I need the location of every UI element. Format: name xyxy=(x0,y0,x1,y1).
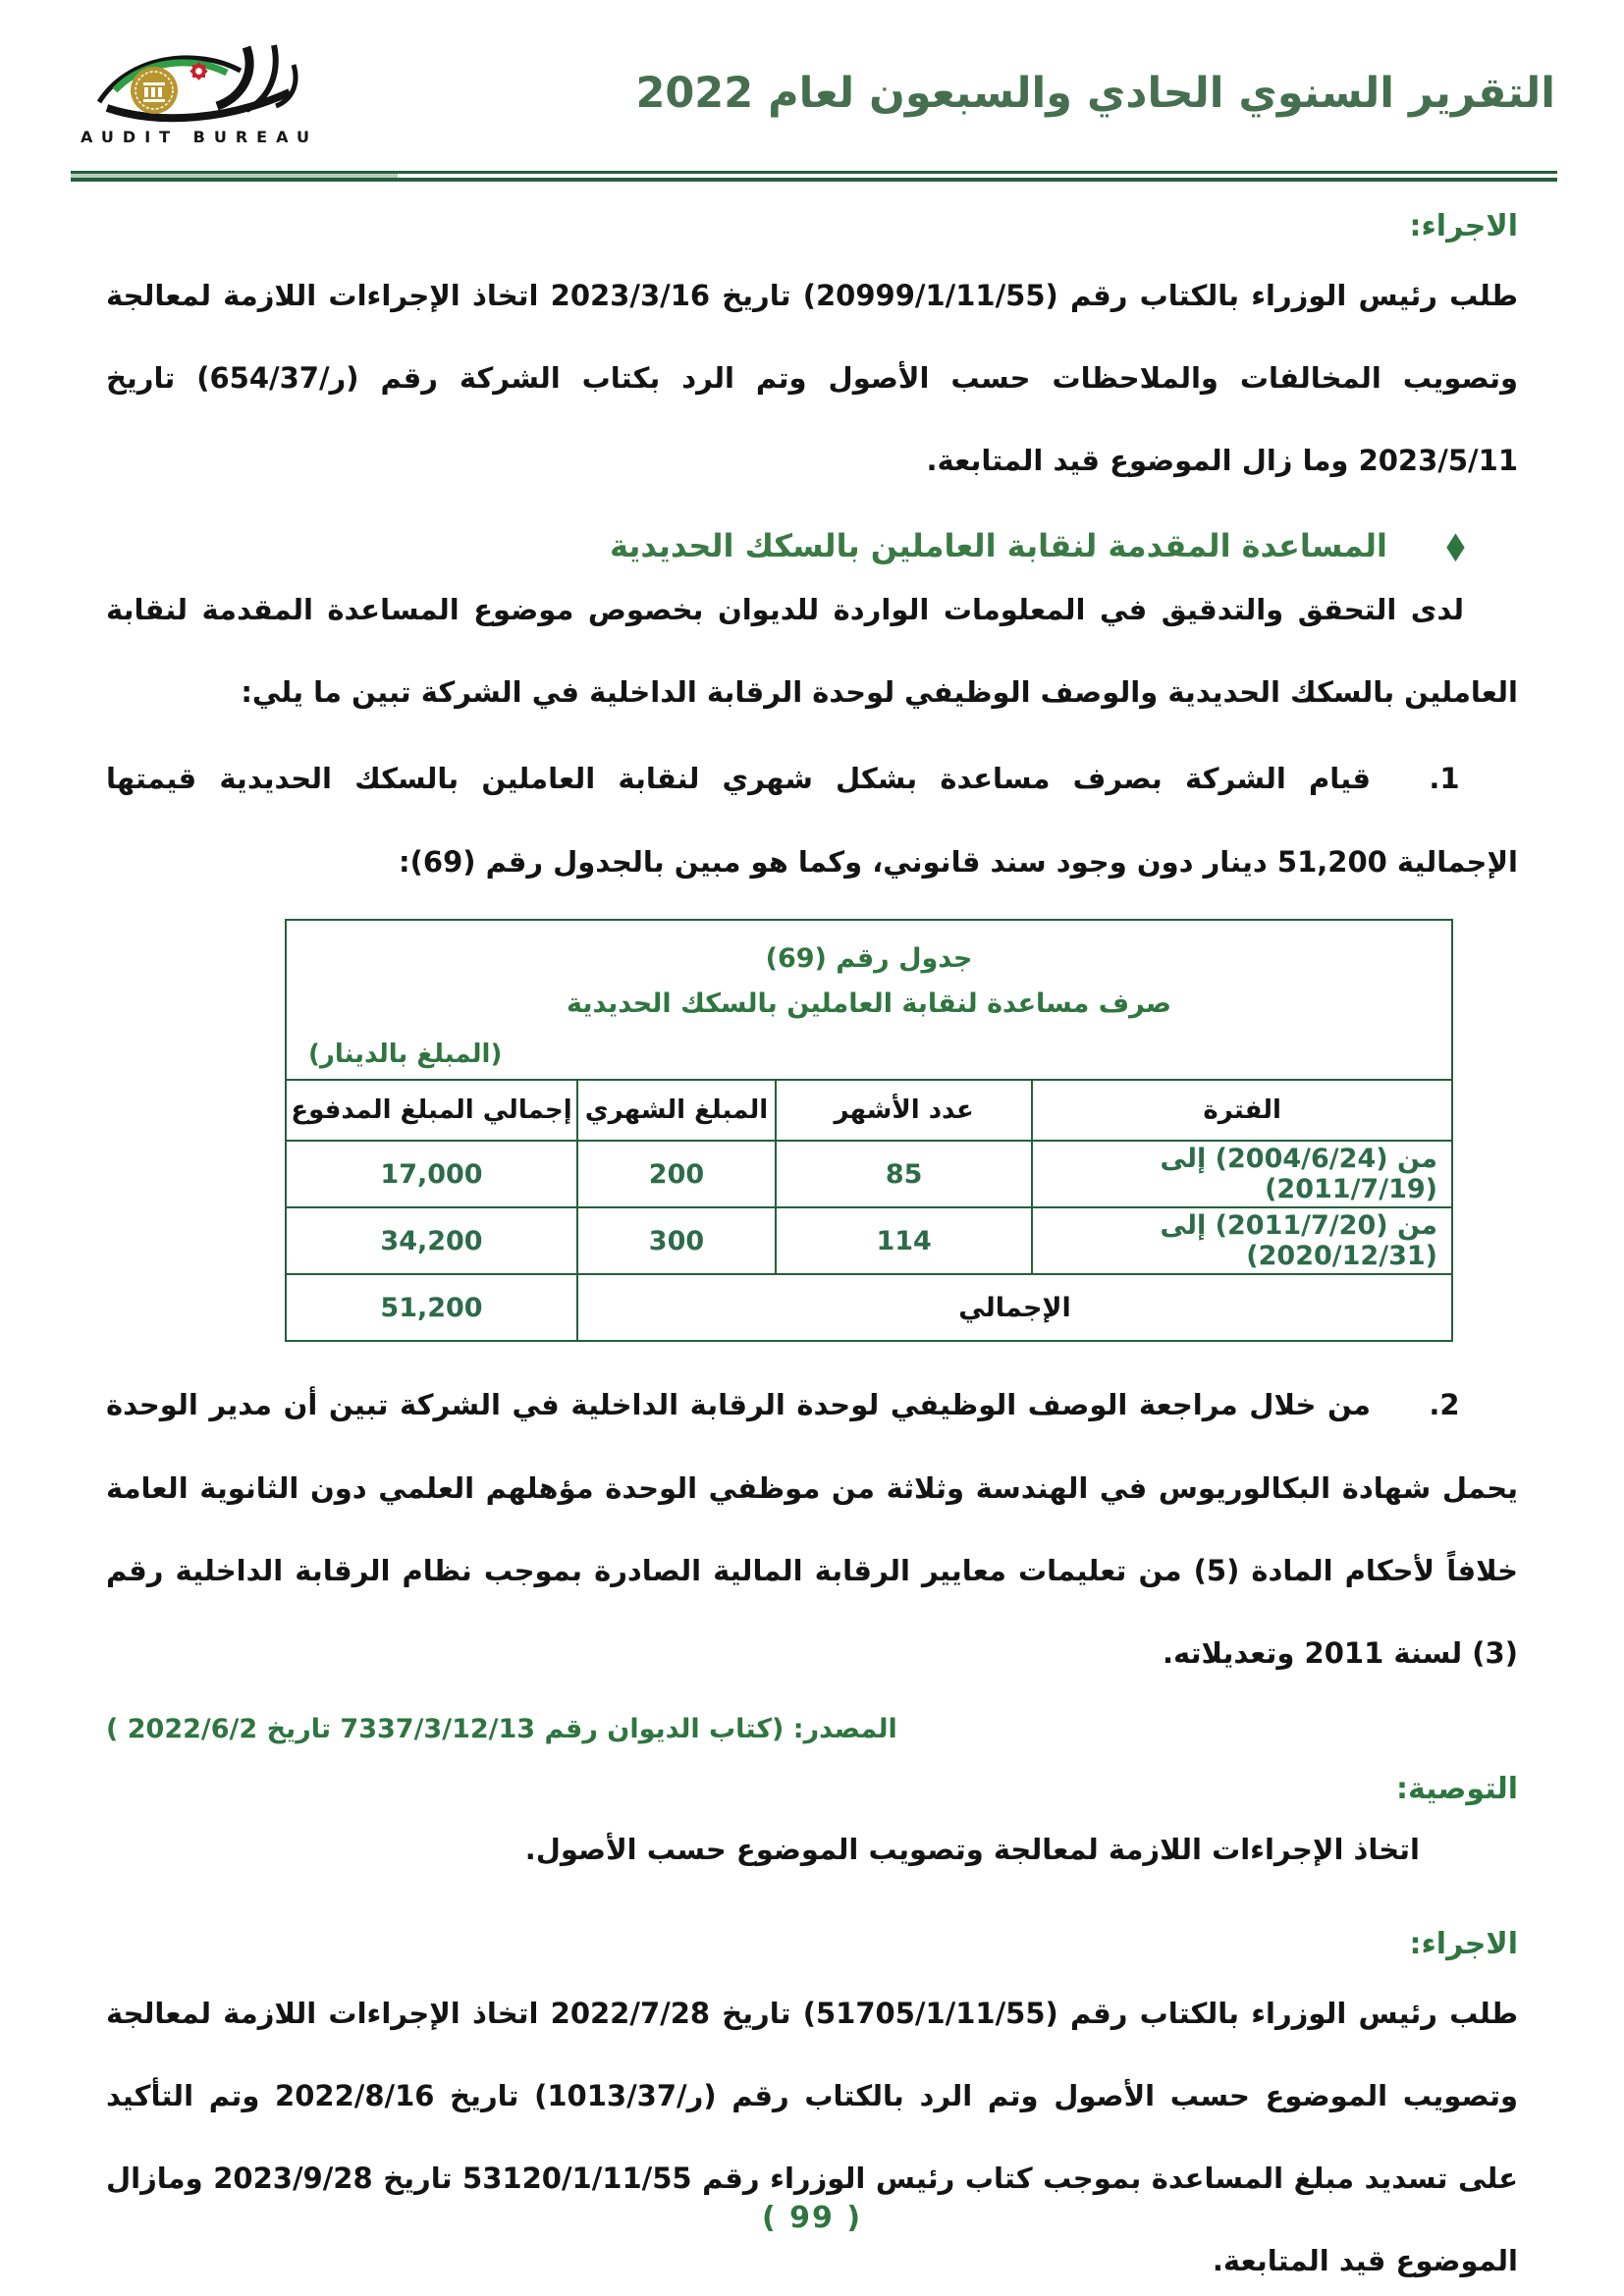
list-item-2 xyxy=(106,1363,1518,1693)
audit-bureau-logo xyxy=(77,41,322,146)
divider-light-segment xyxy=(71,174,398,178)
header-divider xyxy=(71,171,1557,182)
column-header-period: الفترة xyxy=(1032,1080,1452,1141)
item-1-number: 1. xyxy=(1429,762,1460,796)
source-line: المصدر: (كتاب الديوان رقم 7337/3/12/13 تاريخ 2022/6/2 ) xyxy=(106,1713,897,1744)
period-cell: من (2004/6/24) إلى (2011/7/19) xyxy=(1032,1141,1452,1207)
table-subtitle: صرف مساعدة لنقابة العاملين بالسكك الحديدية xyxy=(566,988,1172,1019)
page-content xyxy=(0,203,1624,2296)
table-caption-row xyxy=(286,920,1452,1081)
logo-english-name: AUDIT BUREAU xyxy=(81,128,318,146)
list-item-1 xyxy=(106,737,1518,902)
period-cell: من (2011/7/20) إلى (2020/12/31) xyxy=(1032,1207,1452,1274)
item-2-text: من خلال مراجعة الوصف الوظيفي لوحدة الرقابة الداخلية في الشركة تبين أن مدير الوحدة يحمل شهادة البكالوريوس في الهندسة وثلاثة من موظفي الوحدة مؤهلهم العلمي دون الثانوية العامة خلافاً لأحكام المادة (5) من تعليمات معايير الرقابة المالية الصادرة بموجب نظام الرقابة الداخلية رقم (3) لسنة 2011 وتعديلاته. xyxy=(106,1388,1518,1670)
table-total-row xyxy=(286,1274,1452,1341)
column-header-total-paid: إجمالي المبلغ المدفوع xyxy=(286,1080,577,1141)
assistance-table xyxy=(285,919,1453,1343)
diamond-bullet-icon: ◆ xyxy=(1446,523,1465,567)
procedure-2-label: الاجراء: xyxy=(1409,1926,1518,1961)
section-heading-text: المساعدة المقدمة لنقابة العاملين بالسكك الحديدية xyxy=(609,527,1387,565)
logo-calligraphy-icon xyxy=(81,41,317,126)
table-caption-cell xyxy=(286,920,1452,1081)
months-cell: 114 xyxy=(776,1207,1032,1274)
total-paid-cell: 34,200 xyxy=(286,1207,577,1274)
total-paid-cell: 17,000 xyxy=(286,1141,577,1207)
column-header-months: عدد الأشهر xyxy=(776,1080,1032,1141)
monthly-amount-cell: 300 xyxy=(577,1207,776,1274)
table-unit-note: (المبلغ بالدينار) xyxy=(308,1040,503,1070)
total-label-cell: الإجمالي xyxy=(577,1274,1452,1341)
procedure-2-text: طلب رئيس الوزراء بالكتاب رقم (51705/1/11/55) تاريخ 2022/7/28 اتخاذ الإجراءات اللازمة لمعالجة وتصويب الموضوع حسب الأصول وتم الرد بالكتاب رقم (ر/1013/37) تاريخ 2022/8/16 وتم التأكيد على تسديد مبلغ المساعدة بموجب كتاب رئيس الوزراء رقم 53120/1/11/55 تاريخ 2023/9/28 ومازال الموضوع قيد المتابعة. xyxy=(106,1996,1519,2277)
procedure-1-label: الاجراء: xyxy=(1409,209,1518,243)
procedure-1-text: طلب رئيس الوزراء بالكتاب رقم (20999/1/11/55) تاريخ 2023/3/16 اتخاذ الإجراءات اللازمة لمعالجة وتصويب المخالفات والملاحظات حسب الأصول وتم الرد بكتاب الشركة رقم (ر/654/37) تاريخ 2023/5/11 وما زال الموضوع قيد المتابعة. xyxy=(106,279,1519,478)
table-header-row xyxy=(286,1080,1452,1141)
column-header-monthly-amount: المبلغ الشهري xyxy=(577,1080,776,1141)
monthly-amount-cell: 200 xyxy=(577,1141,776,1207)
page-header xyxy=(0,0,1624,165)
recommendation-label: التوصية: xyxy=(1395,1771,1518,1806)
months-cell: 85 xyxy=(776,1141,1032,1207)
intro-paragraph: لدى التحقق والتدقيق في المعلومات الواردة للديوان بخصوص موضوع المساعدة المقدمة لنقابة العاملين بالسكك الحديدية والوصف الوظيفي لوحدة الرقابة الداخلية في الشركة تبين ما يلي: xyxy=(106,593,1518,710)
recommendation-text: اتخاذ الإجراءات اللازمة لمعالجة وتصويب الموضوع حسب الأصول. xyxy=(524,1832,1420,1866)
table-row xyxy=(286,1141,1452,1207)
item-2-number: 2. xyxy=(1429,1388,1460,1422)
section-heading-row xyxy=(106,523,1518,567)
report-title: التقرير السنوي الحادي والسبعون لعام 2022 xyxy=(635,69,1555,118)
total-value-cell: 51,200 xyxy=(286,1274,577,1341)
table-row xyxy=(286,1207,1452,1274)
table-title: جدول رقم (69) xyxy=(765,942,973,974)
item-1-text: قيام الشركة بصرف مساعدة بشكل شهري لنقابة العاملين بالسكك الحديدية قيمتها الإجمالية 51,200 دينار دون وجود سند قانوني، وكما هو مبين بالجدول رقم (69): xyxy=(106,762,1518,879)
page-number: ( 99 ) xyxy=(761,2201,863,2235)
